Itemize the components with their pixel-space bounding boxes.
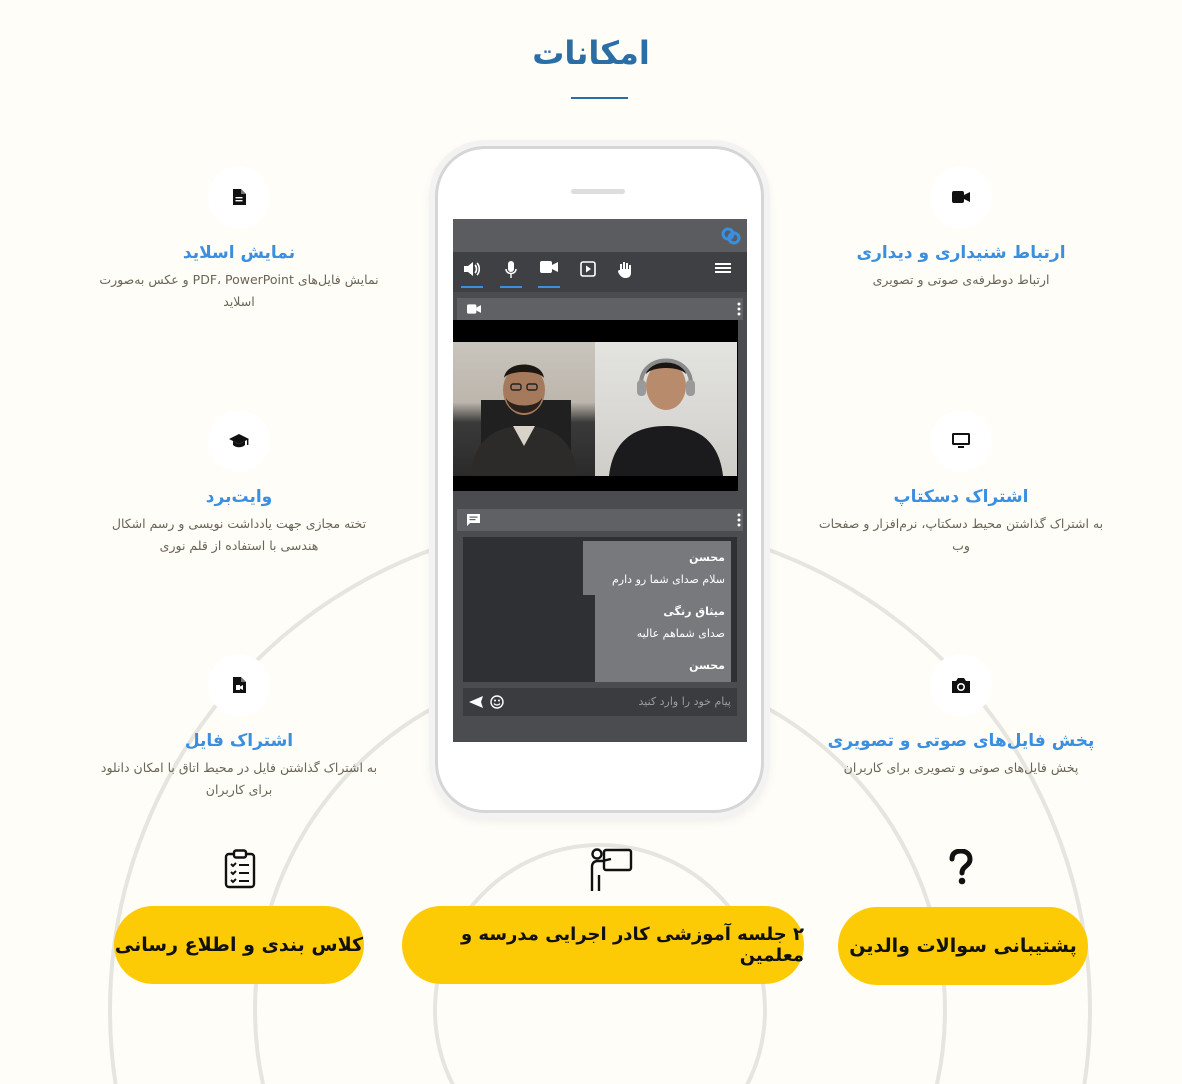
participant-video-2: [595, 342, 737, 476]
message-text: سلام صدای شما رو دارم: [612, 573, 725, 586]
phone-speaker: [571, 189, 625, 194]
chat-input[interactable]: پیام خود را وارد کنید: [638, 695, 731, 708]
feature-title: ارتباط شنیداری و دیداری: [856, 243, 1066, 263]
question-mark-icon: [948, 849, 974, 885]
chat-panel-header: [457, 509, 743, 531]
chat-messages: [463, 537, 737, 682]
chat-message: [595, 649, 731, 682]
phone-screen: [453, 219, 747, 742]
chat-icon: [467, 514, 480, 526]
title-underline: [571, 97, 628, 99]
chat-input-bar: [463, 688, 737, 716]
feature-title: پخش فایل‌های صوتی و تصویری: [827, 731, 1095, 751]
feature-title: وایت‌برد: [205, 487, 273, 507]
chat-message: [583, 541, 731, 595]
feature-desktop-share: [811, 410, 1111, 557]
feature-audio-video: [811, 166, 1111, 291]
menu-icon[interactable]: [712, 261, 734, 285]
support-pill[interactable]: پشتیبانی سوالات والدین: [838, 907, 1088, 985]
feature-desc: تخته مجازی جهت یادداشت نویسی و رسم اشکال هندسی با استفاده از قلم نوری: [111, 516, 367, 553]
emoji-icon[interactable]: [490, 695, 504, 709]
message-sender: محسن: [689, 659, 725, 672]
clipboard-checklist-icon: [223, 849, 257, 889]
classes-pill[interactable]: کلاس بندی و اطلاع رسانی: [114, 906, 364, 984]
raise-hand-icon[interactable]: [614, 261, 636, 285]
feature-desc: پخش فایل‌های صوتی و تصویری برای کاربران: [843, 760, 1079, 775]
chat-message: [595, 595, 731, 649]
feature-whiteboard: [89, 410, 389, 557]
feature-desc: به اشتراک گذاشتن محیط دسکتاپ، نرم‌افزار و صفحات وب: [818, 516, 1104, 553]
speaker-icon[interactable]: [461, 261, 483, 285]
training-pill[interactable]: ۲ جلسه آموزشی کادر اجرایی مدرسه و معلمین: [402, 906, 804, 984]
feature-title: اشتراک فایل: [184, 731, 294, 751]
video-panel-header: [457, 298, 743, 320]
chat-more-icon[interactable]: [737, 513, 741, 527]
participant-video-1: [453, 342, 595, 476]
video-stream: [453, 320, 738, 491]
app-topbar: [453, 219, 747, 252]
feature-slides: [89, 166, 389, 313]
graduation-cap-icon: [208, 410, 270, 472]
feature-desc: به اشتراک گذاشتن فایل در محیط اتاق با امکان دانلود برای کاربران: [100, 760, 378, 797]
message-sender: محسن: [689, 551, 725, 564]
feature-title: نمایش اسلاید: [182, 243, 296, 263]
teacher-board-icon: [587, 847, 635, 893]
document-icon: [208, 166, 270, 228]
camera-icon: [930, 654, 992, 716]
camera-toggle-icon[interactable]: [538, 261, 560, 285]
message-text: صدای شماهم عالیه: [636, 627, 725, 640]
section-title: امکانات: [532, 34, 650, 72]
message-sender: میثاق رنگی: [663, 605, 725, 618]
monitor-icon: [930, 410, 992, 472]
video-panel-icon: [467, 304, 481, 314]
feature-media-play: [811, 654, 1111, 779]
feature-desc: ارتباط دوطرفه‌ی صوتی و تصویری: [872, 272, 1050, 287]
phone-mockup: [435, 146, 764, 813]
feature-file-share: [89, 654, 389, 801]
app-logo-icon: [721, 227, 741, 249]
video-more-icon[interactable]: [737, 302, 741, 316]
media-file-icon: [208, 654, 270, 716]
app-toolbar: [453, 252, 747, 292]
play-media-icon[interactable]: [577, 261, 599, 285]
microphone-icon[interactable]: [500, 261, 522, 285]
feature-desc: نمایش فایل‌های PDF، PowerPoint و عکس به‌صورت اسلاید: [99, 272, 379, 309]
feature-title: اشتراک دسکتاپ: [893, 487, 1029, 507]
send-icon[interactable]: [469, 695, 483, 709]
video-camera-icon: [930, 166, 992, 228]
